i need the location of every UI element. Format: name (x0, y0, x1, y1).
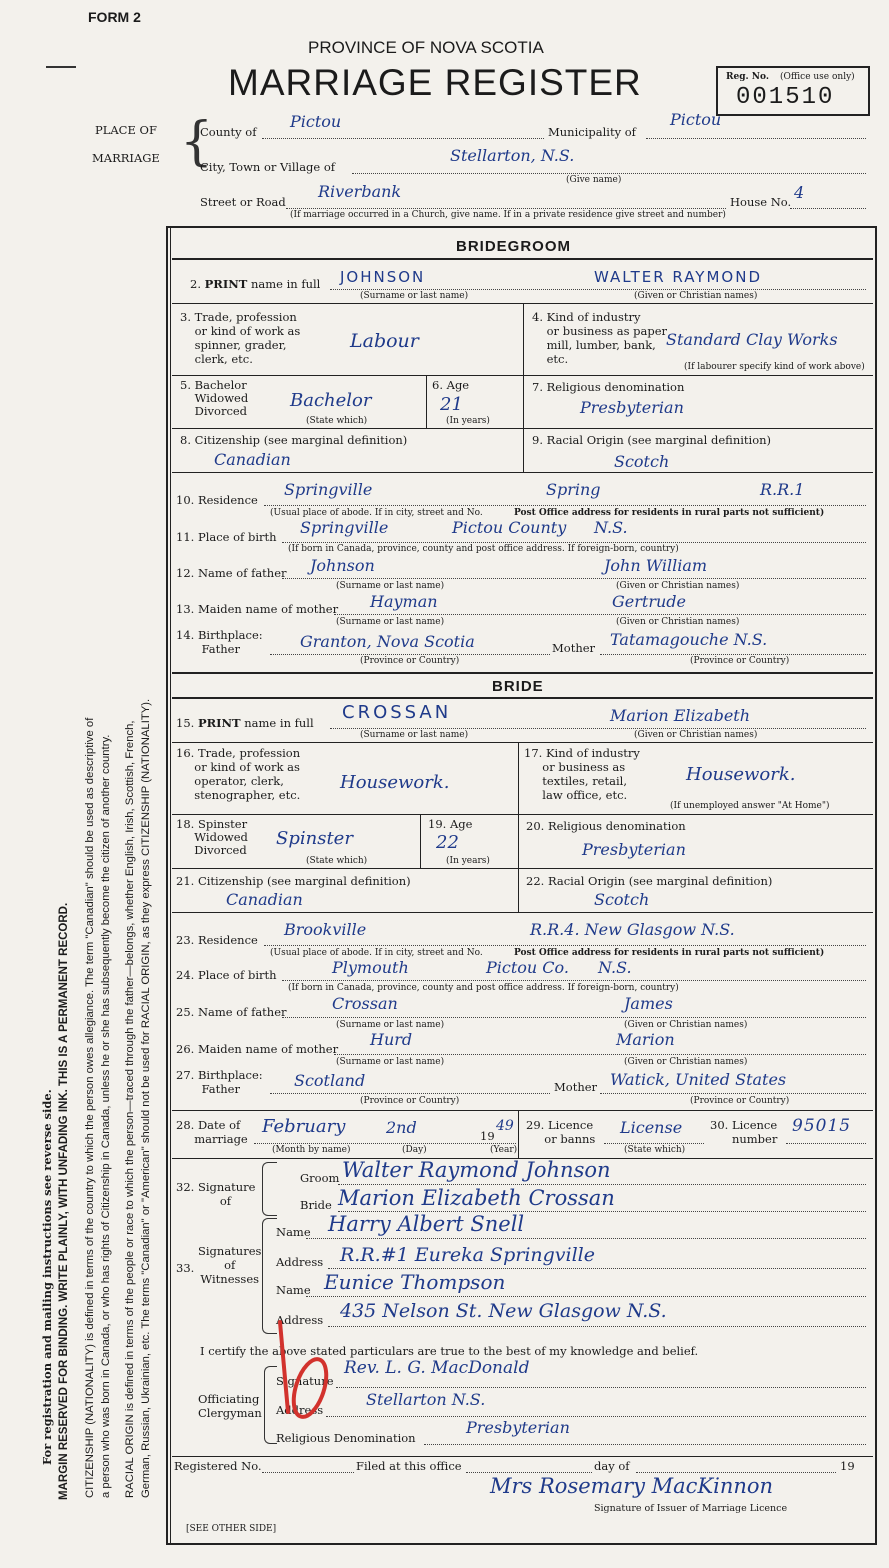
day-of-label: day of (594, 1459, 630, 1473)
father-given-caption: (Given or Christian names) (616, 581, 740, 591)
bride-mother-label: 26. Maiden name of mother (176, 1042, 339, 1056)
bride-birth-1: Plymouth (332, 958, 409, 977)
issuer-caption: Signature of Issuer of Marriage Licence (594, 1503, 788, 1514)
bride-state-caption: (State which) (306, 856, 368, 866)
issuer-signature: Mrs Rosemary MacKinnon (490, 1474, 774, 1498)
w2-name-label: Name (276, 1283, 311, 1297)
groom-status: Bachelor (290, 390, 372, 411)
marriage-month: February (262, 1116, 346, 1137)
groom-industry-label: 4. Kind of industry or business as paper mill, lumber, bank, etc. (532, 310, 668, 366)
groom-residence-2: Spring (546, 480, 601, 499)
witness1-address: R.R.#1 Eureka Springville (340, 1244, 595, 1266)
witness-number: 33. (176, 1261, 195, 1275)
brace: { (180, 112, 214, 172)
groom-birth-2: Pictou County (452, 518, 567, 537)
margin-citizenship-2: a person who was born in Canada, or who has rights of Citizenship in Canada, unless he or she has subsequently become the citizen of another country. (100, 734, 112, 1498)
state-which-caption: (State which) (306, 416, 368, 426)
licence-number-label: 30. Licence number (710, 1118, 778, 1146)
pen-mark (46, 66, 76, 68)
groom-racial-label: 9. Racial Origin (see marginal definition) (532, 433, 772, 447)
groom-father-label: 12. Name of father (176, 566, 287, 580)
bride-father-prov-caption: (Province or Country) (360, 1096, 460, 1106)
bride-citizenship: Canadian (226, 890, 303, 909)
bride-industry-caption: (If unemployed answer "At Home") (670, 801, 830, 811)
form-number: FORM 2 (88, 9, 141, 25)
margin-instructions: For registration and mailing instructions see reverse side. (40, 1089, 54, 1465)
licence-number: 95015 (792, 1116, 852, 1136)
w1-address-label: Address (276, 1255, 324, 1269)
margin-racial-2: German, Russian, Ukrainian, etc. The terms "Canadian" or "American" should not be used for RACIAL ORIGIN, as they express CITIZENSHIP (NATIONALITY). (140, 698, 152, 1498)
bride-heading: BRIDE (492, 678, 544, 695)
marriage-day: 2nd (386, 1118, 417, 1137)
mother-given-caption: (Given or Christian names) (616, 617, 740, 627)
registered-label: Registered No. (174, 1459, 262, 1473)
bride-racial-label: 22. Racial Origin (see marginal definition) (526, 874, 773, 888)
w2-address-label: Address (276, 1313, 324, 1327)
clergy-denom-label: Religious Denomination (276, 1431, 416, 1445)
residence-caption: (Usual place of abode. If in city, street and No. (270, 508, 483, 518)
bride-birth-3: N.S. (598, 958, 632, 977)
groom-signature: Walter Raymond Johnson (342, 1158, 611, 1182)
bride-father-given: James (624, 994, 673, 1013)
groom-name-label: 2. PRINT name in full (190, 277, 321, 291)
bride-signature: Marion Elizabeth Crossan (338, 1186, 615, 1210)
groom-mother-surname: Hayman (370, 592, 438, 611)
bride-name-label: 15. PRINT name in full (176, 716, 314, 730)
city-label: City, Town or Village of (200, 160, 336, 174)
groom-status-label: 5. Bachelor Widowed Divorced (180, 378, 249, 418)
see-other-side: [SEE OTHER SIDE] (186, 1524, 277, 1534)
bride-surname: CROSSAN (342, 702, 452, 723)
w1-name-label: Name (276, 1225, 311, 1239)
bride-residence-label: 23. Residence (176, 933, 258, 947)
bride-birth-2: Pictou Co. (486, 958, 569, 977)
bride-mother-prov-caption: (Province or Country) (690, 1096, 790, 1106)
bride-mother-given-caption: (Given or Christian names) (624, 1057, 748, 1067)
clergy-address: Stellarton N.S. (366, 1390, 486, 1409)
groom-age-label: 6. Age (432, 378, 470, 392)
house-label: House No. (730, 195, 792, 209)
clergy-denomination: Presbyterian (466, 1418, 570, 1437)
groom-industry: Standard Clay Works (666, 330, 838, 349)
bride-mother-bp-label: Mother (554, 1080, 598, 1094)
marriage-year: 49 (496, 1118, 514, 1134)
given-caption: (Given or Christian names) (634, 291, 758, 301)
mother-surname-caption: (Surname or last name) (336, 617, 445, 627)
bride-mother-surname-caption: (Surname or last name) (336, 1057, 445, 1067)
clergyman-label: Officiating Clergyman (198, 1392, 262, 1420)
clergy-signature: Rev. L. G. MacDonald (344, 1358, 530, 1378)
mother-label: Mother (552, 641, 596, 655)
reg-number: 001510 (736, 84, 835, 111)
in-years-caption: (In years) (446, 416, 490, 426)
groom-citizenship: Canadian (214, 450, 291, 469)
groom-mother-birthplace: Tatamagouche N.S. (610, 630, 768, 649)
margin-binding-note: MARGIN RESERVED FOR BINDING. WRITE PLAINLY, WITH UNFADING INK. THIS IS A PERMANENT RECORD. (58, 902, 70, 1500)
groom-father-given: John William (604, 556, 708, 575)
year-caption: (Year) (490, 1145, 518, 1155)
city-value: Stellarton, N.S. (450, 146, 575, 165)
groom-sig-label: Groom (300, 1171, 340, 1185)
street-value: Riverbank (318, 182, 402, 201)
bride-given: Marion Elizabeth (610, 706, 751, 725)
bride-mother-surname: Hurd (370, 1030, 413, 1049)
bride-mother-given: Marion (616, 1030, 675, 1049)
father-prov-caption: (Province or Country) (360, 656, 460, 666)
bride-age-label: 19. Age (428, 817, 473, 831)
bride-father-birthplace: Scotland (294, 1071, 366, 1090)
bride-status: Spinster (276, 828, 353, 849)
groom-religion-label: 7. Religious denomination (532, 380, 685, 394)
bride-father-label: 25. Name of father (176, 1005, 287, 1019)
bride-residence-caption: (Usual place of abode. If in city, street and No. (270, 948, 483, 958)
groom-parents-bp-label: 14. Birthplace: Father (176, 628, 263, 656)
groom-birth-3: N.S. (594, 518, 628, 537)
groom-religion: Presbyterian (580, 398, 684, 417)
clergy-signature-label: Signature (276, 1374, 334, 1388)
bride-father-surname-caption: (Surname or last name) (336, 1020, 445, 1030)
bride-parents-bp-label: 27. Birthplace: Father (176, 1068, 263, 1096)
groom-racial: Scotch (614, 452, 670, 471)
groom-mother-given: Gertrude (612, 592, 686, 611)
bride-racial: Scotch (594, 890, 650, 909)
groom-birth-1: Springville (300, 518, 389, 537)
municipality-label: Municipality of (548, 125, 636, 139)
filed-label: Filed at this office (356, 1459, 462, 1473)
witness-label: Signatures of Witnesses (198, 1244, 262, 1286)
street-label: Street or Road (200, 195, 286, 209)
marriage-label: MARRIAGE (92, 151, 160, 165)
province-title: PROVINCE OF NOVA SCOTIA (308, 38, 544, 57)
margin-citizenship-1: CITIZENSHIP (NATIONALITY) is defined in terms of the country to which the person owes allegiance. The term "Canadian" should be used as descriptive of (84, 717, 96, 1498)
bride-years-caption: (In years) (446, 856, 490, 866)
year-19-label: 19 (840, 1459, 855, 1473)
licence-label: 29. Licence or banns (526, 1118, 596, 1146)
groom-age: 21 (440, 394, 463, 415)
groom-father-surname: Johnson (310, 556, 375, 575)
groom-trade-label: 3. Trade, profession or kind of work as spinner, grader, clerk, etc. (180, 310, 301, 366)
groom-residence-3: R.R.1 (760, 480, 805, 499)
mother-prov-caption: (Province or Country) (690, 656, 790, 666)
reg-label: Reg. No. (726, 72, 769, 82)
day-caption: (Day) (402, 1145, 427, 1155)
bride-residence-2: R.R.4. New Glasgow N.S. (530, 920, 735, 939)
place-label: PLACE OF (95, 123, 157, 137)
signature-label: 32. Signature of (176, 1180, 256, 1208)
groom-citizenship-label: 8. Citizenship (see marginal definition) (180, 433, 408, 447)
groom-father-birthplace: Granton, Nova Scotia (300, 632, 475, 651)
bride-trade-label: 16. Trade, profession or kind of work as operator, clerk, stenographer, etc. (176, 746, 301, 802)
groom-residence-label: 10. Residence (176, 493, 258, 507)
witness2-address: 435 Nelson St. New Glasgow N.S. (340, 1300, 667, 1322)
bride-mother-birthplace: Watick, United States (610, 1070, 787, 1089)
certify-statement: I certify the above stated particulars are true to the best of my knowledge and belief. (200, 1344, 699, 1358)
groom-given: WALTER RAYMOND (594, 268, 762, 286)
residence-caption-2: Post Office address for residents in rural parts not sufficient) (514, 508, 825, 518)
bride-religion: Presbyterian (582, 840, 686, 859)
father-surname-caption: (Surname or last name) (336, 581, 445, 591)
county-label: County of (200, 125, 257, 139)
office-use-label: (Office use only) (780, 72, 855, 82)
red-pencil-mark (272, 1313, 332, 1426)
bride-birthplace-label: 24. Place of birth (176, 968, 277, 982)
bride-age: 22 (436, 832, 459, 853)
house-value: 4 (794, 183, 805, 202)
month-caption: (Month by name) (272, 1145, 351, 1155)
bride-citizenship-label: 21. Citizenship (see marginal definition) (176, 874, 411, 888)
licence-type: License (620, 1118, 683, 1137)
bride-residence-caption-2: Post Office address for residents in rural parts not sufficient) (514, 948, 825, 958)
bride-industry: Housework. (686, 764, 796, 785)
surname-caption: (Surname or last name) (360, 291, 469, 301)
bride-residence-1: Brookville (284, 920, 367, 939)
witness1-name: Harry Albert Snell (328, 1212, 525, 1236)
clergy-address-label: Address (276, 1403, 324, 1417)
reg-number-box (716, 66, 870, 116)
licence-state-caption: (State which) (624, 1145, 686, 1155)
groom-residence-1: Springville (284, 480, 373, 499)
groom-trade: Labour (350, 330, 419, 352)
place-note: (If marriage occurred in a Church, give name. If in a private residence give street and number) (290, 210, 726, 220)
bridegroom-heading: BRIDEGROOM (456, 238, 571, 255)
municipality-value: Pictou (670, 110, 722, 129)
groom-birthplace-label: 11. Place of birth (176, 530, 277, 544)
county-value: Pictou (290, 112, 342, 131)
bride-surname-caption: (Surname or last name) (360, 730, 469, 740)
industry-caption: (If labourer specify kind of work above) (684, 362, 865, 372)
bride-father-given-caption: (Given or Christian names) (624, 1020, 748, 1030)
groom-surname: JOHNSON (340, 268, 426, 286)
page-title: MARRIAGE REGISTER (228, 62, 642, 103)
bride-religion-label: 20. Religious denomination (526, 819, 686, 833)
bride-industry-label: 17. Kind of industry or business as textiles, retail, law office, etc. (524, 746, 640, 802)
groom-mother-label: 13. Maiden name of mother (176, 602, 339, 616)
bride-given-caption: (Given or Christian names) (634, 730, 758, 740)
bride-birth-caption: (If born in Canada, province, county and post office address. If foreign-born, country) (288, 983, 679, 993)
bride-sig-label: Bride (300, 1198, 332, 1212)
witness2-name: Eunice Thompson (324, 1270, 506, 1294)
year-prefix: 19 (480, 1129, 495, 1143)
bride-status-label: 18. Spinster Widowed Divorced (176, 817, 248, 857)
birthplace-caption: (If born in Canada, province, county and post office address. If foreign-born, country) (288, 544, 679, 554)
margin-racial-1: RACIAL ORIGIN is defined in terms of the people or race to which the person—traced through the father—belongs, whether English, Irish, Scottish, French, (124, 720, 136, 1498)
date-label: 28. Date of marriage (176, 1118, 248, 1146)
bride-father-surname: Crossan (332, 994, 398, 1013)
bride-trade: Housework. (340, 772, 450, 793)
give-name-caption: (Give name) (566, 175, 622, 185)
